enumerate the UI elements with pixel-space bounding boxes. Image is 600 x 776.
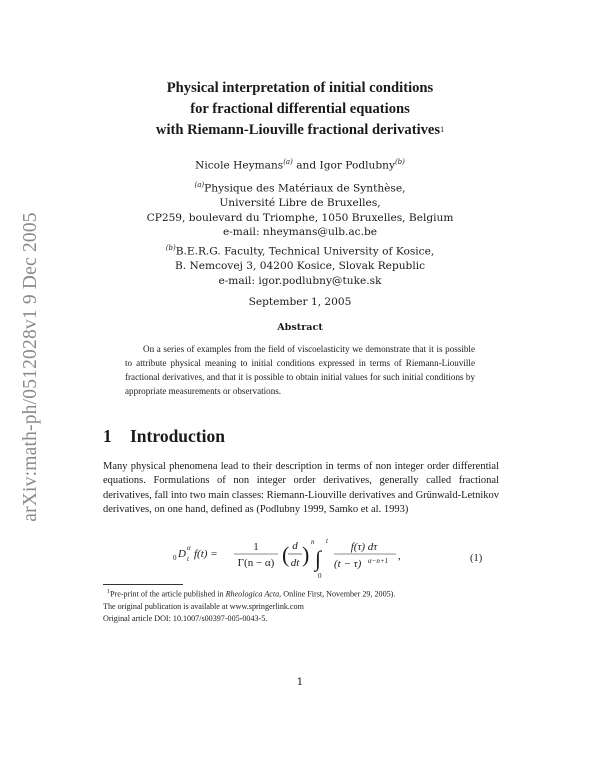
- paper-title: [60, 78, 540, 141]
- affiliation-a-line-1: [60, 178, 540, 196]
- title-line-3-text: with Riemann-Liouville fractional derivatives: [155, 122, 441, 138]
- affiliation-b-line-1: [60, 241, 540, 259]
- affiliation-b-line-2: B. Nemcovej 3, 04200 Kosice, Slovak Republic: [174, 260, 426, 273]
- arxiv-stamp: [14, 196, 48, 538]
- affiliation-a-name: Physique des Matériaux de Synthèse,: [204, 182, 406, 195]
- author-mark-b: (b): [394, 158, 405, 166]
- eq-frac3-den-exp: α−n+1: [368, 557, 389, 565]
- eq-int-upper: t: [326, 537, 328, 545]
- footnote-rule: [103, 584, 183, 585]
- author-mark-a: (a): [283, 158, 293, 166]
- equation-1: [170, 534, 490, 586]
- eq-frac3-den: (t − τ): [334, 558, 362, 570]
- author-joiner: and: [296, 159, 317, 172]
- author-list: [60, 155, 540, 173]
- eq-lhs-sup: α: [187, 544, 191, 552]
- eq-lhs-fn: f(t) =: [194, 548, 218, 560]
- abstract-heading: Abstract: [277, 322, 323, 333]
- title-footnote-mark: 1: [440, 125, 445, 134]
- affiliation-b-email: e-mail: igor.podlubny@tuke.sk: [218, 274, 382, 287]
- footnote-line-1b: , Online First, November 29, 2005).: [279, 589, 396, 599]
- eq-power: n: [311, 538, 315, 546]
- eq-frac2-den: dt: [290, 557, 300, 569]
- eq-frac1-num: 1: [253, 541, 259, 553]
- footnote-line-3: Original article DOI: 10.1007/s00397-005-0043-5.: [103, 613, 268, 623]
- eq-lhs-op: D: [178, 548, 186, 560]
- title-line-2: for fractional differential equations: [190, 101, 410, 117]
- equation-number: (1): [470, 553, 483, 564]
- eq-lhs-sub: 0: [173, 554, 177, 562]
- affiliation-a-line-3: CP259, boulevard du Triomphe, 1050 Bruxelles, Belgium: [146, 211, 454, 224]
- eq-int-lower: 0: [318, 572, 322, 580]
- eq-lparen: (: [282, 542, 290, 567]
- paper-date: September 1, 2005: [248, 296, 352, 308]
- eq-frac1-den: Γ(n − α): [237, 557, 275, 569]
- section-number: 1: [103, 426, 112, 446]
- section-heading: [103, 426, 225, 447]
- affiliation-a-email: e-mail: nheymans@ulb.ac.be: [222, 226, 378, 239]
- author-heymans: Nicole Heymans: [195, 159, 284, 172]
- eq-frac3-num: f(τ) dτ: [350, 541, 378, 553]
- eq-frac2-num: d: [292, 540, 298, 552]
- arxiv-id: arXiv:math-ph/0512028v1 9 Dec 2005: [20, 212, 41, 522]
- eq-integral-sign: ∫: [315, 546, 322, 571]
- abstract-text: On a series of examples from the field of viscoelasticity we demonstrate that it is possible to attribute physical meaning to initial conditions expressed in terms of Riemann-Liouville fractional derivatives, and that it is possible to obtain initial values for such initial conditions by appropriate measurements or observations.: [125, 344, 475, 396]
- page-number: 1: [296, 676, 304, 688]
- title-line-1: Physical interpretation of initial conditions: [166, 80, 434, 96]
- footnote-line-1: [103, 586, 503, 601]
- author-podlubny: Igor Podlubny: [319, 159, 395, 172]
- eq-trail: ,: [398, 550, 401, 562]
- footnote-line-2: The original publication is available at www.springerlink.com: [103, 601, 304, 611]
- affiliation-a: [60, 178, 540, 240]
- footnote-mark: 1: [107, 589, 111, 595]
- intro-paragraph: Many physical phenomena lead to their description in terms of non integer order differential equations. Formulations of non integer order derivatives, generally called fractional derivatives, fall into two main classes: Riemann-Liouville derivatives and Grünwald-Letnikov derivatives, on one hand, defined as (Podlubny 1999, Samko et al. 1993): [103, 461, 499, 515]
- title-line-3: [60, 120, 540, 141]
- footnote: [103, 586, 503, 625]
- eq-lhs-sub2: t: [187, 555, 189, 563]
- eq-rparen: ): [302, 542, 310, 567]
- section-title: Introduction: [130, 426, 225, 446]
- footnote-line-1a: Pre-print of the article published in: [110, 589, 224, 599]
- affiliation-b-name: B.E.R.G. Faculty, Technical University of Kosice,: [175, 245, 435, 258]
- affiliation-a-mark: (a): [194, 181, 205, 189]
- affiliation-b-mark: (b): [165, 244, 176, 252]
- affiliation-a-line-2: Université Libre de Bruxelles,: [219, 197, 381, 210]
- affiliation-b: [60, 241, 540, 288]
- footnote-journal: Rheologica Acta: [225, 589, 280, 599]
